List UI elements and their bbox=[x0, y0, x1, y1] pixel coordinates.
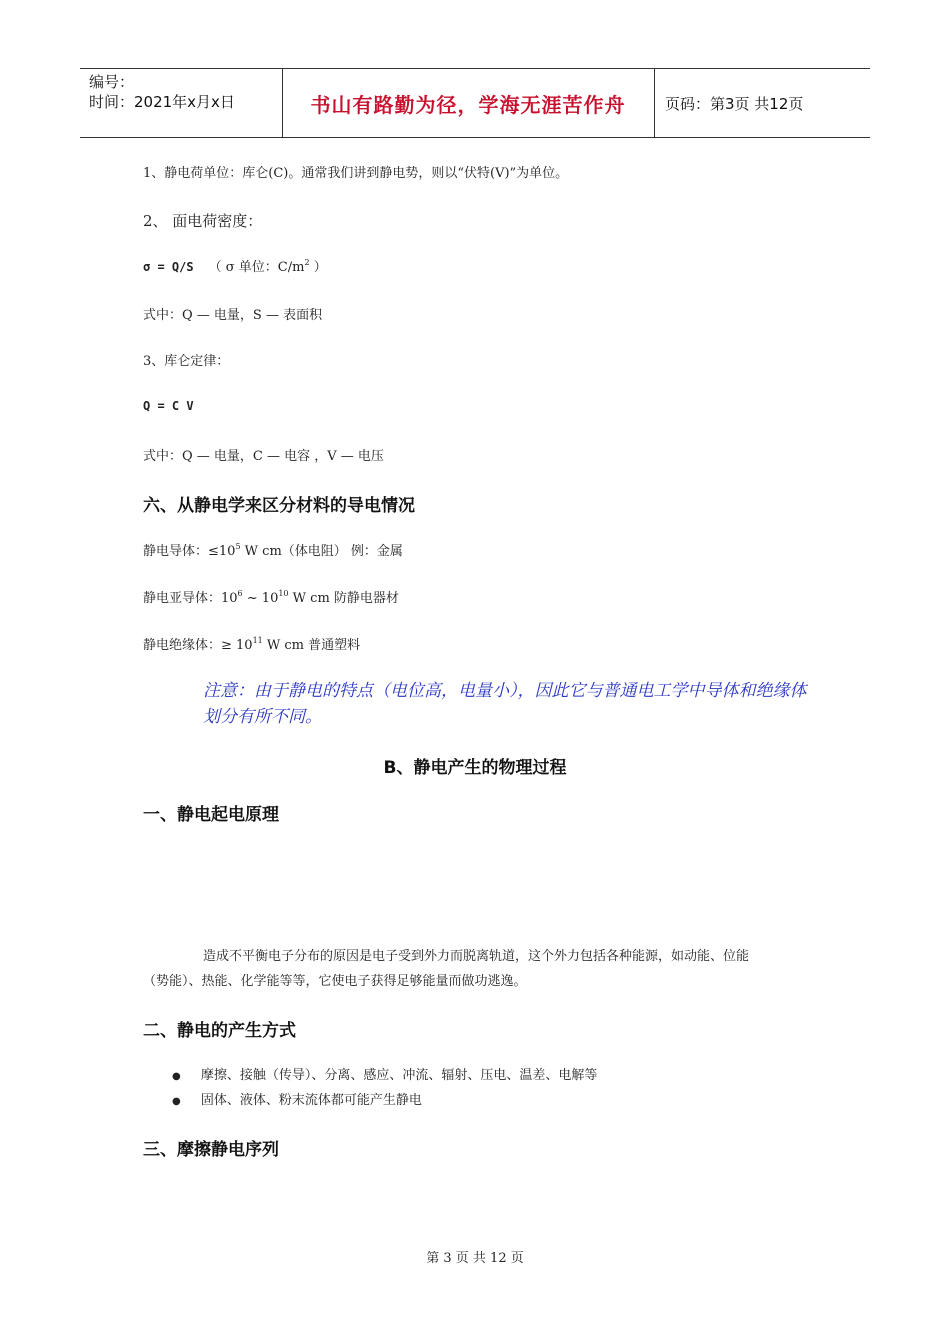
section-heading-one: 一、静电起电原理 bbox=[143, 805, 279, 825]
document-number-label: 编号： bbox=[89, 73, 135, 91]
bullet-icon: ● bbox=[172, 1096, 181, 1107]
header-motto: 书山有路勤为径，学海无涯苦作舟 bbox=[310, 92, 626, 117]
semiconductor-line: 静电亚导体：$10^6$ ~ $10^{10}$ W cm 防静电器材 bbox=[143, 589, 399, 606]
coulomb-legend: 式中：Q — 电量，C — 电容 ，V — 电压 bbox=[143, 449, 384, 464]
list-item: ● 摩擦、接触（传导）、分离、感应、冲流、辐射、压电、温差、电解等 bbox=[172, 1068, 598, 1083]
conductor-line: 静电导体：$\le 10^5$ W cm（体电阻） 例：金属 bbox=[143, 542, 403, 559]
surface-density-heading: 2、 面电荷密度： bbox=[143, 212, 263, 230]
section-heading-three: 三、摩擦静电序列 bbox=[143, 1140, 279, 1160]
note-paragraph: 注意：由于静电的特点（电位高，电量小），因此它与普通电工学中导体和绝缘体划分有所不同。 bbox=[203, 681, 807, 727]
formula-unit-post: ） bbox=[309, 260, 327, 275]
formula-legend: 式中：Q — 电量，S — 表面积 bbox=[143, 308, 323, 323]
coulomb-law-heading: 3、库仑定律： bbox=[143, 354, 230, 369]
list-item: ● 固体、液体、粉末流体都可能产生静电 bbox=[172, 1093, 422, 1108]
coulomb-formula: Q = C V bbox=[143, 399, 194, 413]
formula-unit bbox=[209, 260, 327, 275]
paragraph-line-1: 造成不平衡电子分布的原因是电子受到外力而脱离轨道，这个外力包括各种能源，如动能、位能 bbox=[203, 949, 750, 964]
section-heading-six: 六、从静电学来区分材料的导电情况 bbox=[143, 496, 415, 516]
header-divider bbox=[654, 69, 655, 137]
formula-unit-pre: （ σ 单位：C/m bbox=[208, 260, 305, 275]
section-heading-two: 二、静电的产生方式 bbox=[143, 1021, 296, 1041]
surface-density-formula bbox=[143, 256, 327, 275]
header-page-number: 页码：第3页 共12页 bbox=[665, 95, 804, 113]
header-meta bbox=[89, 72, 235, 112]
paragraph-line-2: （势能）、热能、化学能等等，它使电子获得足够能量而做功逃逸。 bbox=[143, 974, 527, 989]
unit-line: 1、静电荷单位：库仑(C)。通常我们讲到静电势，则以“伏特(V)”为单位。 bbox=[143, 166, 569, 181]
formula-unit-sup: 2 bbox=[304, 258, 310, 267]
insulator-line: 静电绝缘体：≥ $10^{11}$ W cm 普通塑料 bbox=[143, 636, 361, 653]
document-date: 时间：2021年x月x日 bbox=[89, 93, 235, 111]
page-header bbox=[80, 68, 870, 138]
bullet-icon: ● bbox=[172, 1071, 181, 1082]
page-footer: 第 3 页 共 12 页 bbox=[426, 1251, 524, 1266]
formula-text: σ = Q/S bbox=[143, 260, 194, 274]
section-heading-b: B、静电产生的物理过程 bbox=[383, 758, 567, 778]
